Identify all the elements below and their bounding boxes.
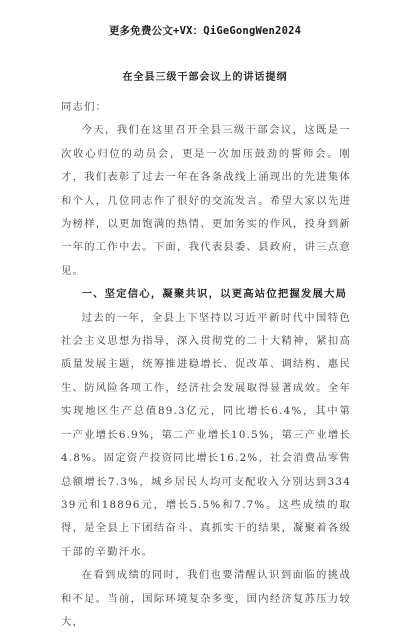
section-heading: 一、坚定信心，凝聚共识，以更高站位把握发展大局 [81, 288, 348, 301]
paragraph-intro: 今天，我们在这里召开全县三级干部会议，这既是一次收心归位的动员会，更是一次加压鼓劲的誓师会。刚才，我们表彰了过去一年在各条战线上涌现出的先进集体和个人，几位同志作了很好的交流发言。希望大家以先进为榜样，以更加饱满的热情、更加务实的作风，投身到新一年的工作中去。下面，我代表县委、县政府，讲三点意见。 [61, 124, 351, 277]
document-body [61, 96, 351, 634]
document-title: 在全县三级干部会议上的讲话提纲 [122, 72, 288, 83]
promo-banner: 更多免费公文+VX：QiGeGongWen2024 [108, 25, 302, 37]
paragraph-review: 过去的一年，全县上下坚持以习近平新时代中国特色社会主义思想为指导，深入贯彻党的二十大精神，紧扣高质量发展主题，统筹推进稳增长、促改革、调结构、惠民生、防风险各项工作，经济社会发展取得显著成效。全年实现地区生产总值89.3亿元，同比增长6.4%，其中第一产业增长6.9%，第二产业增长10.5%，第三产业增长4.8%。固定资产投资同比增长16.2%，社会消费品零售总额增长7.3%，城乡居民人均可支配收入分别达到33439元和18896元，增长5.5%和7.7%。这些成绩的取得，是全县上下团结奋斗、真抓实干的结果，凝聚着各级干部的辛勤汗水。 [61, 311, 351, 558]
salutation: 同志们： [61, 101, 108, 113]
paragraph-challenges: 在看到成绩的同时，我们也要清醒认识到面临的挑战和不足。当前，国际环境复杂多变，国内经济复苏压力较大， [61, 569, 351, 628]
